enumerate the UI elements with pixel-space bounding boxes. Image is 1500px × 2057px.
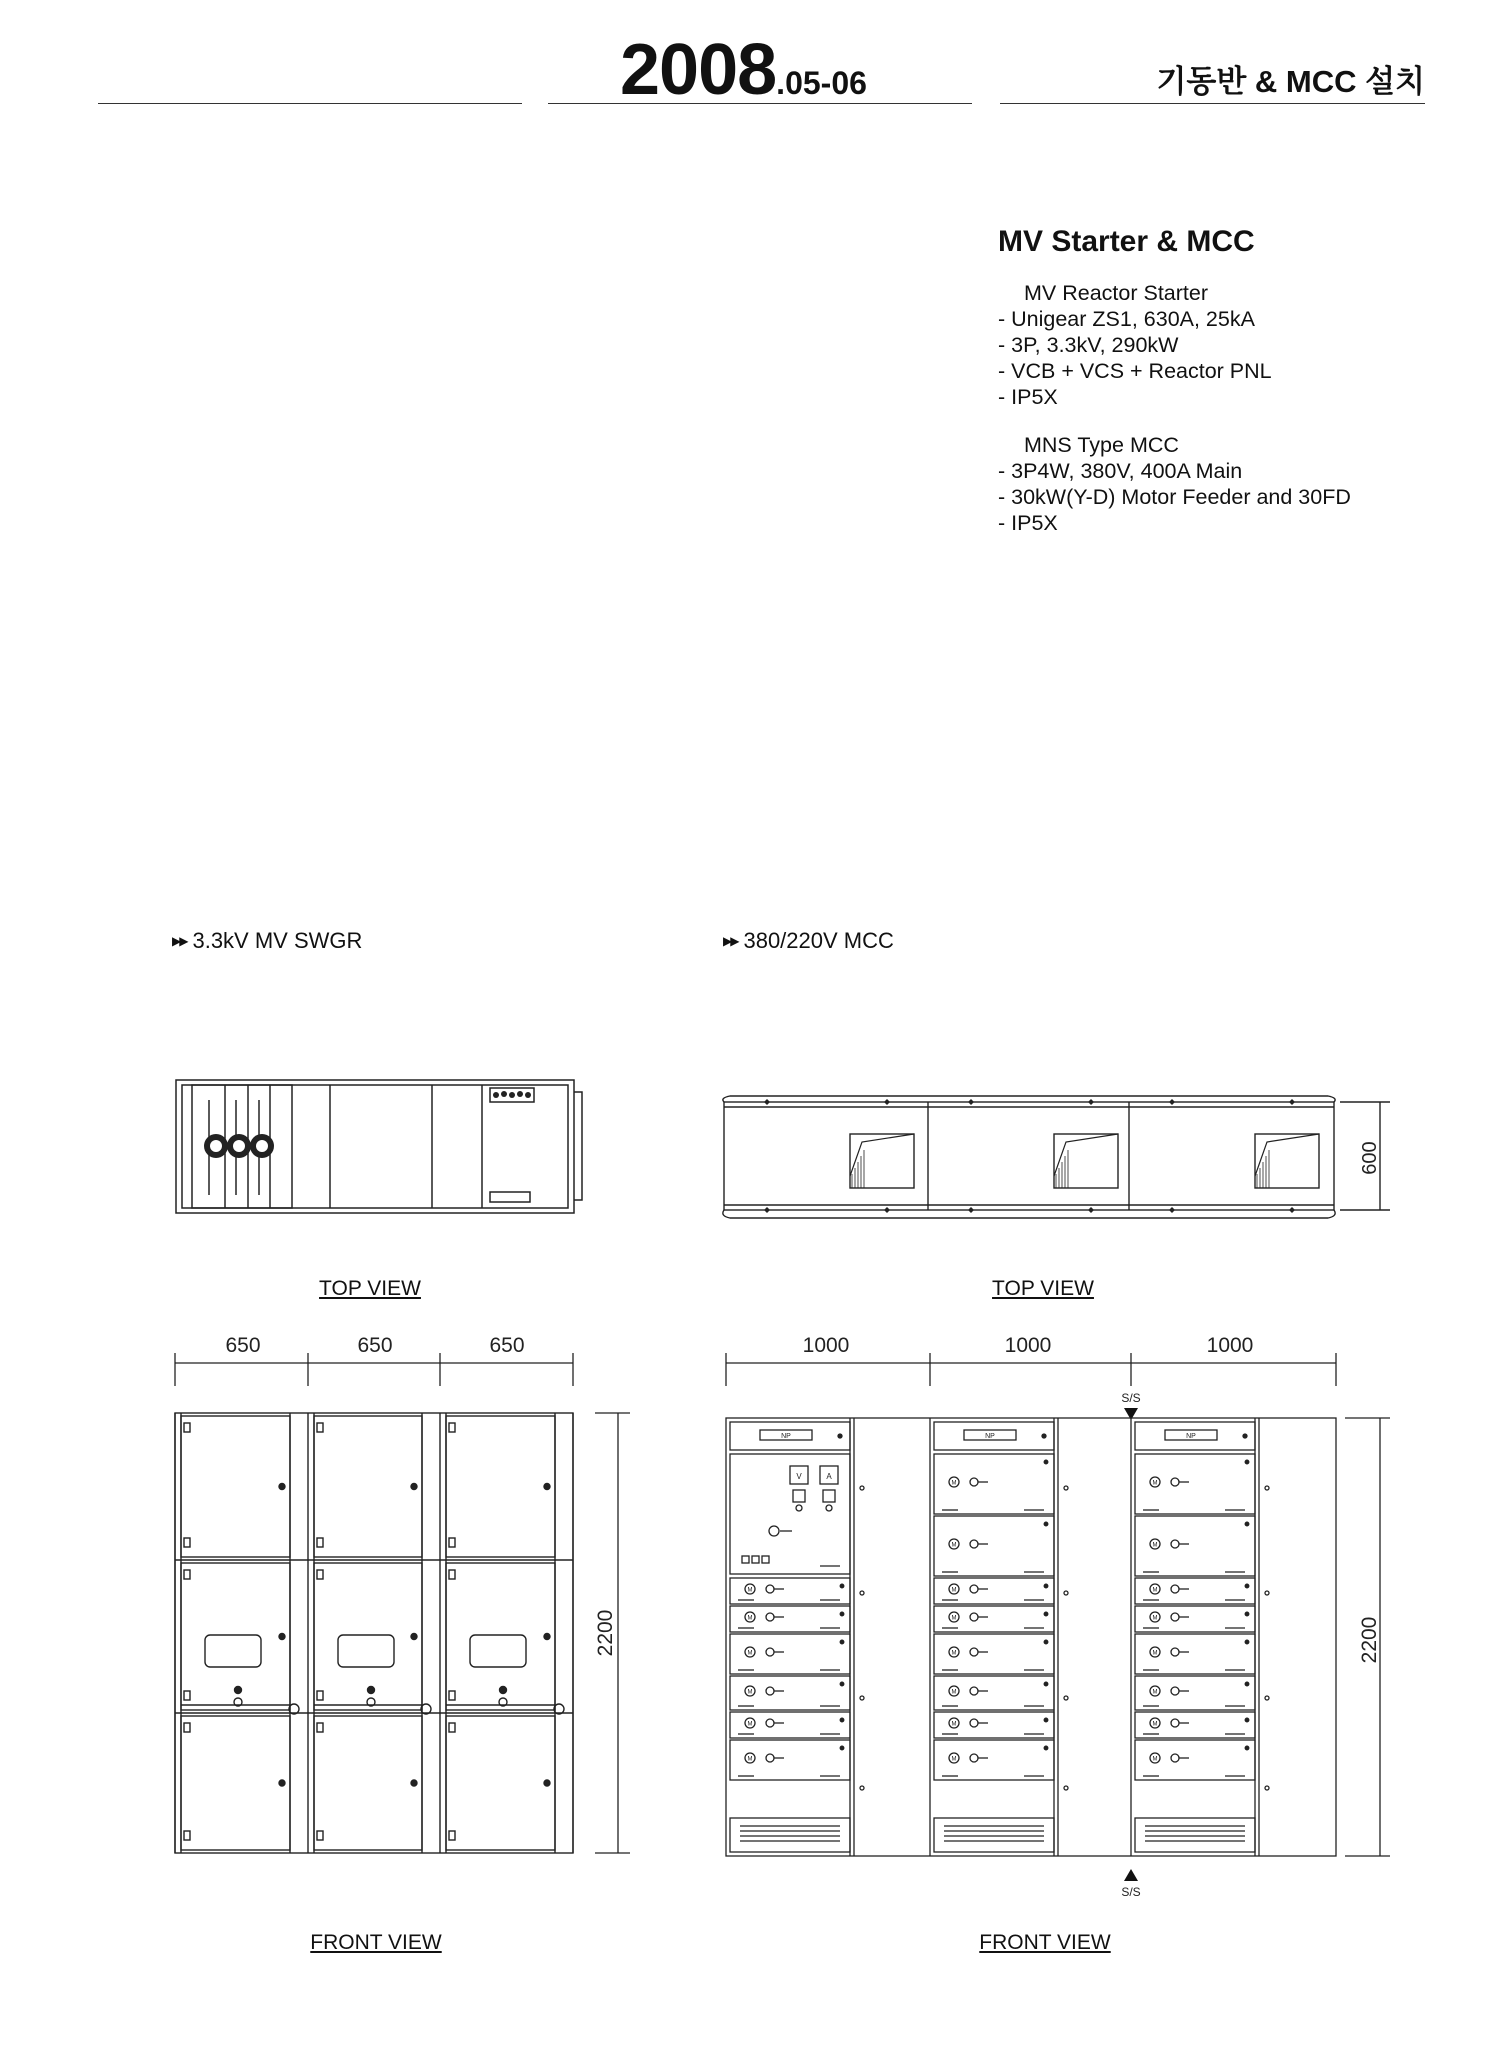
date-suffix: .05-06 [776,65,867,101]
spec-item: - 30kW(Y-D) Motor Feeder and 30FD [998,485,1351,509]
hinge-icon [184,1538,190,1547]
marker-icon [968,1099,974,1105]
screw-icon [840,1718,844,1722]
mcc-front-view-label: FRONT VIEW [979,1931,1111,1954]
screw-icon [1245,1522,1249,1526]
motor-symbol: M [951,1650,957,1657]
hinge-icon [449,1570,455,1579]
hinge-icon [317,1723,323,1732]
cutout-hatch-edge [1054,1134,1118,1176]
selector-switch-icon [793,1490,805,1502]
mcc-caption-text: 380/220V MCC [743,928,894,953]
swgr-caption [172,928,362,954]
motor-symbol: M [951,1542,957,1549]
hinge-icon [184,1831,190,1840]
swgr-height-label: 2200 [594,1609,617,1657]
vent-panel [934,1818,1054,1852]
motor-symbol: M [1152,1587,1158,1594]
marker-icon [1088,1099,1094,1105]
mcc-front-view [720,1318,1400,1918]
mcc-top-view [720,1090,1400,1230]
spec-group-title: MV Reactor Starter [1024,281,1208,305]
hinge-icon [184,1691,190,1700]
handle-icon [970,1687,978,1695]
nameplate-text: NP [781,1433,791,1440]
swgr-compartment [181,1416,290,1557]
screw-icon [1044,1746,1048,1750]
motor-symbol: M [951,1615,957,1622]
indicator-icon [500,1687,507,1694]
indicator-icon [368,1687,375,1694]
handle-icon [766,1585,774,1593]
motor-symbol: M [1152,1650,1158,1657]
door-latch-icon [860,1696,864,1700]
header-title: 기동반 & MCC 설치 [1156,64,1425,99]
handle-icon [1171,1648,1179,1656]
meter-label: V [796,1472,802,1481]
door-latch-icon [1265,1591,1269,1595]
spec-item: - 3P4W, 380V, 400A Main [998,459,1243,483]
handle-icon [1171,1540,1179,1548]
cable-cutout [1255,1134,1319,1188]
header-rule-right [1000,103,1425,104]
motor-symbol: M [951,1689,957,1696]
handle-icon [766,1648,774,1656]
header-rule-left [98,103,522,104]
caption-arrows-icon: ▶▶ [723,934,738,948]
handle-icon [970,1613,978,1621]
marker-icon [764,1207,770,1213]
handle-icon [544,1780,550,1786]
swgr-compartment [446,1716,555,1850]
marker-icon [884,1207,890,1213]
handle-icon [411,1484,417,1490]
handle-icon [970,1540,978,1548]
screw-icon [838,1434,842,1438]
door-latch-icon [860,1591,864,1595]
motor-symbol: M [951,1480,957,1487]
screw-icon [1044,1718,1048,1722]
viewing-window [470,1635,526,1667]
motor-symbol: M [747,1615,753,1622]
handle-icon [1171,1687,1179,1695]
pilot-lamp-icon [742,1556,749,1563]
mcc-height-label: 2200 [1358,1616,1381,1664]
screw-icon [1245,1682,1249,1686]
screw-icon [840,1612,844,1616]
door-latch-icon [1265,1486,1269,1490]
swgr-width-label: 650 [225,1334,261,1357]
swgr-outline [175,1413,573,1853]
marker-icon [1289,1099,1295,1105]
mcc-width-label: 1000 [1004,1334,1052,1357]
motor-symbol: M [747,1756,753,1763]
hinge-icon [184,1723,190,1732]
screw-icon [1245,1612,1249,1616]
marker-icon [1088,1207,1094,1213]
handle-icon [1171,1754,1179,1762]
screw-icon [840,1746,844,1750]
mcc-depth-label: 600 [1359,1141,1381,1175]
motor-symbol: M [1152,1756,1158,1763]
pilot-lamp-icon [752,1556,759,1563]
door-latch-icon [1064,1696,1068,1700]
marker-icon [1169,1099,1175,1105]
hinge-icon [317,1423,323,1432]
spec-heading: MV Starter & MCC [998,225,1255,258]
hinge-icon [449,1831,455,1840]
mcc-width-label: 1000 [802,1334,850,1357]
screw-icon [1245,1460,1249,1464]
motor-symbol: M [951,1756,957,1763]
marker-icon [968,1207,974,1213]
screw-icon [1245,1746,1249,1750]
cutout-hatch-edge [850,1134,914,1176]
indicator-icon [235,1687,242,1694]
handle-icon [970,1585,978,1593]
handle-icon [411,1634,417,1640]
marker-icon [1289,1207,1295,1213]
motor-symbol: M [747,1650,753,1657]
door-latch-icon [860,1486,864,1490]
swgr-caption-text: 3.3kV MV SWGR [192,928,363,953]
cutout-hatch-edge [1255,1134,1319,1176]
screw-icon [840,1682,844,1686]
door-latch-icon [860,1786,864,1790]
screw-icon [1044,1584,1048,1588]
screw-icon [1044,1612,1048,1616]
spec-item: - IP5X [998,385,1058,409]
section-mark-top: S/S [1121,1391,1141,1405]
motor-symbol: M [1152,1615,1158,1622]
section-mark-bottom: S/S [1121,1885,1141,1899]
selector-switch-icon [823,1490,835,1502]
handle-icon [1171,1613,1179,1621]
screw-icon [1245,1640,1249,1644]
year-text: 2008 [620,30,777,110]
vent-panel [730,1818,850,1852]
hinge-icon [449,1538,455,1547]
motor-symbol: M [1152,1542,1158,1549]
motor-symbol: M [1152,1721,1158,1728]
handle-icon [1171,1719,1179,1727]
swgr-compartment [446,1416,555,1557]
screw-icon [840,1640,844,1644]
hinge-icon [184,1423,190,1432]
door-latch-icon [1064,1486,1068,1490]
screw-icon [1245,1584,1249,1588]
marker-icon [764,1099,770,1105]
door-latch-icon [1265,1696,1269,1700]
hinge-icon [449,1423,455,1432]
swgr-width-label: 650 [357,1334,393,1357]
hinge-icon [449,1691,455,1700]
caption-arrows-icon: ▶▶ [172,934,187,948]
handle-icon [766,1613,774,1621]
indicator-icon [826,1505,832,1511]
hinge-icon [317,1691,323,1700]
breaker-handle-icon [769,1526,779,1536]
hinge-icon [317,1538,323,1547]
handle-icon [766,1687,774,1695]
swgr-compartment [314,1716,422,1850]
meter-label: A [826,1472,832,1481]
section-arrow-bottom-icon [1124,1869,1138,1881]
handle-icon [544,1484,550,1490]
screw-icon [1245,1718,1249,1722]
swgr-top-view [170,1070,590,1230]
mcc-caption [723,928,894,954]
screw-icon [840,1584,844,1588]
header-year [620,30,867,123]
handle-icon [544,1634,550,1640]
mcc-top-view-label: TOP VIEW [992,1277,1094,1300]
screw-icon [1042,1434,1046,1438]
screw-icon [1044,1460,1048,1464]
indicator-icon [796,1505,802,1511]
viewing-window [338,1635,394,1667]
screw-icon [1044,1522,1048,1526]
handle-icon [279,1484,285,1490]
door-latch-icon [1265,1786,1269,1790]
handle-icon [970,1719,978,1727]
handle-icon [1171,1478,1179,1486]
motor-symbol: M [951,1721,957,1728]
swgr-top-view-label: TOP VIEW [319,1277,421,1300]
spec-item: - IP5X [998,511,1058,535]
spec-block [998,222,1351,536]
spec-group-title: MNS Type MCC [1024,433,1179,457]
motor-symbol: M [747,1689,753,1696]
screw-icon [1044,1682,1048,1686]
screw-icon [1243,1434,1247,1438]
marker-icon [884,1099,890,1105]
handle-icon [766,1754,774,1762]
cable-cutout [850,1134,914,1188]
nameplate-text: NP [985,1433,995,1440]
hinge-icon [184,1570,190,1579]
handle-icon [970,1478,978,1486]
hinge-icon [317,1570,323,1579]
motor-symbol: M [1152,1480,1158,1487]
spec-item: - VCB + VCS + Reactor PNL [998,359,1272,383]
motor-symbol: M [951,1587,957,1594]
cable-cutout [1054,1134,1118,1188]
swgr-front-view-label: FRONT VIEW [310,1931,442,1954]
motor-symbol: M [1152,1689,1158,1696]
door-latch-icon [1064,1591,1068,1595]
hinge-icon [449,1723,455,1732]
swgr-compartment [314,1416,422,1557]
swgr-front-view [160,1318,660,1878]
hinge-icon [317,1831,323,1840]
handle-icon [970,1648,978,1656]
pilot-lamp-icon [762,1556,769,1563]
nameplate-text: NP [1186,1433,1196,1440]
spec-item: - Unigear ZS1, 630A, 25kA [998,307,1255,331]
bushing-icons [204,1134,274,1158]
swgr-width-label: 650 [489,1334,525,1357]
motor-symbol: M [747,1587,753,1594]
handle-icon [1171,1585,1179,1593]
door-latch-icon [1064,1786,1068,1790]
motor-symbol: M [747,1721,753,1728]
mcc-outline [726,1418,1336,1856]
swgr-compartment [181,1716,290,1850]
handle-icon [279,1780,285,1786]
spec-item: - 3P, 3.3kV, 290kW [998,333,1179,357]
screw-icon [1044,1640,1048,1644]
mcc-width-label: 1000 [1206,1334,1254,1357]
handle-icon [766,1719,774,1727]
viewing-window [205,1635,261,1667]
handle-icon [970,1754,978,1762]
marker-icon [1169,1207,1175,1213]
vent-panel [1135,1818,1255,1852]
handle-icon [279,1634,285,1640]
handle-icon [411,1780,417,1786]
